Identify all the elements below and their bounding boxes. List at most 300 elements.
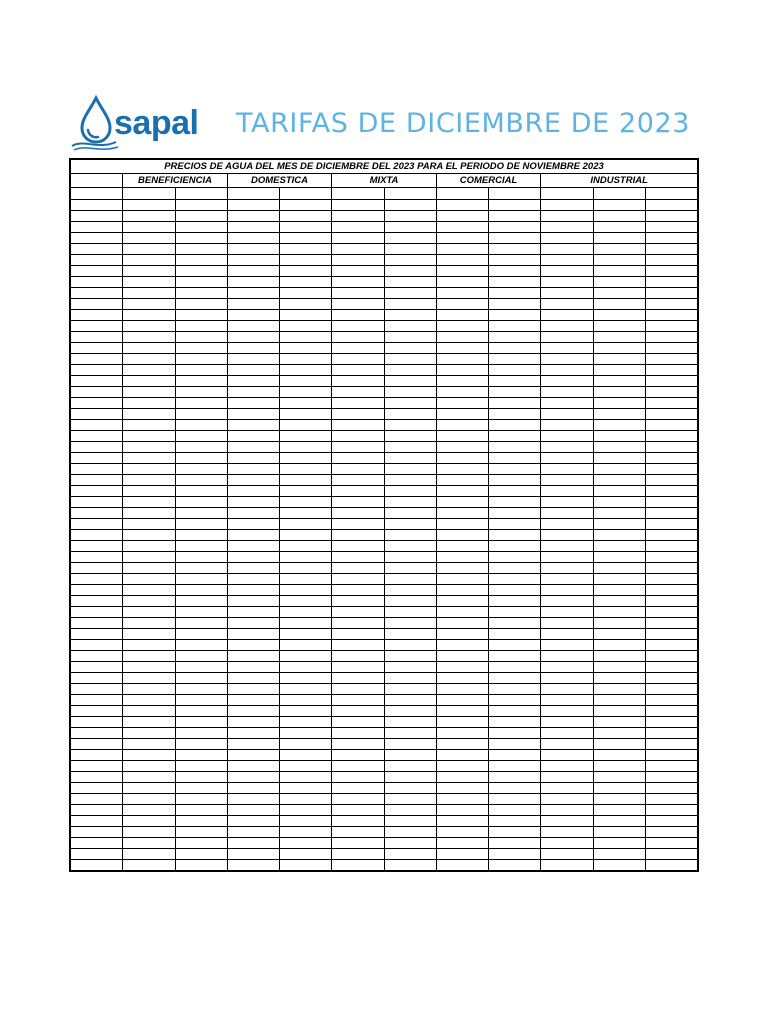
table-cell: [332, 563, 384, 574]
table-cell: [489, 772, 541, 783]
table-row: [71, 211, 698, 222]
table-cell: [123, 541, 175, 552]
table-cell: [489, 640, 541, 651]
table-row: [71, 365, 698, 376]
table-cell: [645, 849, 697, 860]
table-cell: [436, 398, 488, 409]
table-cell: [227, 739, 279, 750]
table-cell: [332, 673, 384, 684]
table-cell: [645, 387, 697, 398]
table-cell: [227, 541, 279, 552]
table-cell: [332, 849, 384, 860]
table-cell: [227, 453, 279, 464]
category-domestica: DOMESTICA: [227, 174, 332, 188]
table-cell: [123, 563, 175, 574]
table-cell: [489, 673, 541, 684]
table-cell: [384, 321, 436, 332]
table-cell: [227, 717, 279, 728]
table-row: [71, 475, 698, 486]
table-row: [71, 222, 698, 233]
table-cell: [227, 222, 279, 233]
table-cell: [436, 288, 488, 299]
table-cell: [175, 607, 227, 618]
table-row: [71, 354, 698, 365]
table-cell: [489, 266, 541, 277]
table-cell: [489, 563, 541, 574]
table-cell: [436, 838, 488, 849]
table-cell: [280, 827, 332, 838]
table-cell: [175, 354, 227, 365]
table-cell: [541, 783, 593, 794]
table-cell: [645, 365, 697, 376]
table-cell: [384, 497, 436, 508]
table-cell: [123, 255, 175, 266]
table-cell: [175, 343, 227, 354]
table-row: [71, 728, 698, 739]
table-cell: [175, 849, 227, 860]
table-cell: [123, 772, 175, 783]
table-cell: [71, 398, 123, 409]
table-cell: [593, 651, 645, 662]
table-cell: [280, 497, 332, 508]
table-cell: [489, 200, 541, 211]
table-cell: [123, 574, 175, 585]
table-row: [71, 816, 698, 827]
table-cell: [645, 420, 697, 431]
table-cell: [645, 200, 697, 211]
table-cell: [332, 607, 384, 618]
table-cell: [645, 332, 697, 343]
table-cell: [227, 464, 279, 475]
table-cell: [489, 442, 541, 453]
table-cell: [332, 706, 384, 717]
table-cell: [332, 244, 384, 255]
table-cell: [645, 585, 697, 596]
table-row: [71, 607, 698, 618]
table-cell: [280, 717, 332, 728]
table-cell: [175, 728, 227, 739]
table-cell: [384, 684, 436, 695]
table-cell: [332, 728, 384, 739]
table-cell: [436, 519, 488, 530]
table-cell: [436, 596, 488, 607]
table-cell: [645, 706, 697, 717]
table-cell: [489, 519, 541, 530]
table-cell: [645, 739, 697, 750]
table-cell: [384, 508, 436, 519]
table-cell: [384, 618, 436, 629]
table-cell: [123, 211, 175, 222]
table-cell: [645, 783, 697, 794]
table-cell: [332, 365, 384, 376]
table-cell: [280, 486, 332, 497]
table-cell: [593, 288, 645, 299]
table-cell: [280, 838, 332, 849]
table-cell: [332, 431, 384, 442]
table-cell: [384, 728, 436, 739]
table-cell: [123, 266, 175, 277]
table-cell: [436, 629, 488, 640]
table-cell: [332, 739, 384, 750]
table-cell: [175, 255, 227, 266]
table-cell: [71, 211, 123, 222]
table-cell: [436, 508, 488, 519]
table-cell: [384, 596, 436, 607]
table-cell: [175, 673, 227, 684]
table-cell: [541, 750, 593, 761]
table-cell: [71, 728, 123, 739]
table-cell: [541, 794, 593, 805]
table-cell: [645, 299, 697, 310]
tariff-table: [69, 158, 699, 872]
table-cell: [123, 651, 175, 662]
table-cell: [489, 277, 541, 288]
table-cell: [645, 662, 697, 673]
table-cell: [384, 574, 436, 585]
table-cell: [645, 431, 697, 442]
subheader-cell: [280, 188, 332, 200]
table-cell: [227, 387, 279, 398]
table-cell: [541, 475, 593, 486]
table-row: [71, 662, 698, 673]
table-cell: [489, 343, 541, 354]
table-cell: [123, 640, 175, 651]
table-cell: [123, 519, 175, 530]
table-cell: [593, 497, 645, 508]
subheader-row: [71, 188, 698, 200]
table-cell: [280, 332, 332, 343]
table-cell: [175, 695, 227, 706]
table-cell: [593, 849, 645, 860]
table-cell: [332, 486, 384, 497]
table-row: [71, 541, 698, 552]
table-cell: [489, 354, 541, 365]
table-cell: [384, 651, 436, 662]
table-cell: [384, 464, 436, 475]
table-row: [71, 376, 698, 387]
table-cell: [541, 728, 593, 739]
table-cell: [436, 607, 488, 618]
table-cell: [71, 453, 123, 464]
table-row: [71, 860, 698, 871]
subheader-cell: [541, 188, 593, 200]
table-cell: [123, 816, 175, 827]
table-cell: [175, 816, 227, 827]
table-cell: [593, 794, 645, 805]
table-cell: [384, 794, 436, 805]
table-cell: [645, 684, 697, 695]
table-cell: [227, 772, 279, 783]
table-cell: [280, 849, 332, 860]
table-cell: [280, 420, 332, 431]
table-cell: [175, 838, 227, 849]
table-row: [71, 695, 698, 706]
table-cell: [332, 695, 384, 706]
table-cell: [541, 860, 593, 871]
table-cell: [489, 783, 541, 794]
table-cell: [541, 838, 593, 849]
table-cell: [489, 288, 541, 299]
table-cell: [123, 475, 175, 486]
table-cell: [384, 750, 436, 761]
subheader-cell: [227, 188, 279, 200]
table-row: [71, 783, 698, 794]
table-cell: [71, 563, 123, 574]
table-row: [71, 706, 698, 717]
table-cell: [227, 585, 279, 596]
table-cell: [645, 816, 697, 827]
table-cell: [123, 827, 175, 838]
table-cell: [280, 365, 332, 376]
table-cell: [280, 277, 332, 288]
table-cell: [227, 321, 279, 332]
table-cell: [384, 519, 436, 530]
table-cell: [593, 321, 645, 332]
sapal-logo: [70, 92, 230, 154]
table-cell: [541, 244, 593, 255]
table-cell: [280, 211, 332, 222]
table-cell: [71, 497, 123, 508]
table-cell: [71, 772, 123, 783]
table-cell: [384, 233, 436, 244]
table-cell: [384, 706, 436, 717]
table-row: [71, 563, 698, 574]
table-cell: [71, 607, 123, 618]
table-cell: [227, 409, 279, 420]
table-cell: [332, 838, 384, 849]
table-cell: [332, 530, 384, 541]
table-cell: [593, 728, 645, 739]
table-cell: [71, 266, 123, 277]
table-row: [71, 618, 698, 629]
table-cell: [436, 541, 488, 552]
table-cell: [593, 266, 645, 277]
table-row: [71, 398, 698, 409]
table-cell: [593, 530, 645, 541]
table-cell: [645, 728, 697, 739]
table-cell: [332, 200, 384, 211]
table-cell: [280, 343, 332, 354]
table-cell: [593, 541, 645, 552]
table-row: [71, 321, 698, 332]
table-cell: [384, 761, 436, 772]
table-cell: [332, 541, 384, 552]
table-cell: [175, 431, 227, 442]
table-row: [71, 849, 698, 860]
table-cell: [436, 343, 488, 354]
table-cell: [71, 684, 123, 695]
table-cell: [489, 222, 541, 233]
table-cell: [175, 508, 227, 519]
table-cell: [332, 552, 384, 563]
table-cell: [384, 772, 436, 783]
table-cell: [436, 618, 488, 629]
table-cell: [227, 827, 279, 838]
table-cell: [541, 574, 593, 585]
table-cell: [280, 233, 332, 244]
table-cell: [384, 541, 436, 552]
table-cell: [436, 651, 488, 662]
table-cell: [332, 255, 384, 266]
table-cell: [645, 563, 697, 574]
table-cell: [332, 354, 384, 365]
table-cell: [123, 365, 175, 376]
table-cell: [436, 420, 488, 431]
table-cell: [436, 222, 488, 233]
table-row: [71, 585, 698, 596]
table-cell: [175, 475, 227, 486]
table-cell: [71, 343, 123, 354]
table-cell: [280, 552, 332, 563]
table-cell: [71, 277, 123, 288]
table-cell: [175, 552, 227, 563]
table-cell: [645, 541, 697, 552]
table-cell: [489, 695, 541, 706]
table-row: [71, 519, 698, 530]
subheader-cell: [332, 188, 384, 200]
table-cell: [593, 607, 645, 618]
table-cell: [541, 453, 593, 464]
table-cell: [175, 486, 227, 497]
table-cell: [436, 244, 488, 255]
table-cell: [123, 706, 175, 717]
table-cell: [227, 244, 279, 255]
table-cell: [541, 695, 593, 706]
table-cell: [175, 563, 227, 574]
table-row: [71, 552, 698, 563]
table-cell: [489, 508, 541, 519]
table-row: [71, 805, 698, 816]
table-cell: [332, 585, 384, 596]
table-row: [71, 596, 698, 607]
table-cell: [645, 618, 697, 629]
subheader-cell: [593, 188, 645, 200]
table-cell: [123, 310, 175, 321]
table-cell: [541, 651, 593, 662]
table-cell: [280, 398, 332, 409]
table-cell: [541, 409, 593, 420]
table-cell: [645, 475, 697, 486]
table-cell: [489, 585, 541, 596]
table-cell: [175, 288, 227, 299]
table-row: [71, 442, 698, 453]
table-cell: [280, 464, 332, 475]
table-cell: [227, 365, 279, 376]
table-cell: [227, 398, 279, 409]
table-cell: [227, 761, 279, 772]
table-cell: [436, 530, 488, 541]
table-cell: [332, 420, 384, 431]
table-cell: [436, 761, 488, 772]
table-row: [71, 530, 698, 541]
table-cell: [227, 211, 279, 222]
table-cell: [645, 376, 697, 387]
table-cell: [541, 200, 593, 211]
table-cell: [175, 398, 227, 409]
table-cell: [489, 717, 541, 728]
table-cell: [593, 354, 645, 365]
table-cell: [489, 838, 541, 849]
table-cell: [436, 453, 488, 464]
table-cell: [489, 596, 541, 607]
table-cell: [593, 805, 645, 816]
table-cell: [593, 442, 645, 453]
subheader-cell: [489, 188, 541, 200]
table-cell: [175, 585, 227, 596]
table-cell: [541, 640, 593, 651]
table-cell: [384, 629, 436, 640]
table-row: [71, 651, 698, 662]
table-cell: [123, 321, 175, 332]
table-cell: [332, 662, 384, 673]
table-row: [71, 277, 698, 288]
table-cell: [541, 376, 593, 387]
table-cell: [332, 684, 384, 695]
table-cell: [280, 805, 332, 816]
table-cell: [280, 662, 332, 673]
table-cell: [489, 739, 541, 750]
table-cell: [280, 673, 332, 684]
table-cell: [384, 387, 436, 398]
table-cell: [175, 519, 227, 530]
table-cell: [541, 321, 593, 332]
table-cell: [175, 387, 227, 398]
table-cell: [645, 629, 697, 640]
table-cell: [280, 607, 332, 618]
table-cell: [384, 244, 436, 255]
table-cell: [645, 266, 697, 277]
table-cell: [71, 717, 123, 728]
table-cell: [175, 794, 227, 805]
table-cell: [71, 574, 123, 585]
table-cell: [280, 640, 332, 651]
table-cell: [489, 310, 541, 321]
table-cell: [541, 288, 593, 299]
table-cell: [175, 277, 227, 288]
table-cell: [593, 277, 645, 288]
table-cell: [436, 233, 488, 244]
table-cell: [436, 706, 488, 717]
table-cell: [541, 519, 593, 530]
table-cell: [71, 849, 123, 860]
table-cell: [175, 596, 227, 607]
page-title: TARIFAS DE DICIEMBRE DE 2023: [236, 107, 691, 139]
table-cell: [541, 464, 593, 475]
table-cell: [489, 420, 541, 431]
table-cell: [175, 211, 227, 222]
table-cell: [123, 717, 175, 728]
table-cell: [645, 321, 697, 332]
table-cell: [541, 420, 593, 431]
table-cell: [436, 640, 488, 651]
table-cell: [645, 508, 697, 519]
table-cell: [541, 365, 593, 376]
table-cell: [541, 387, 593, 398]
table-cell: [593, 640, 645, 651]
table-cell: [645, 310, 697, 321]
table-cell: [436, 750, 488, 761]
table-cell: [489, 816, 541, 827]
table-cell: [593, 464, 645, 475]
table-cell: [645, 794, 697, 805]
table-cell: [593, 486, 645, 497]
table-cell: [436, 794, 488, 805]
table-cell: [227, 618, 279, 629]
table-cell: [280, 585, 332, 596]
table-cell: [71, 750, 123, 761]
table-cell: [645, 717, 697, 728]
table-row: [71, 673, 698, 684]
